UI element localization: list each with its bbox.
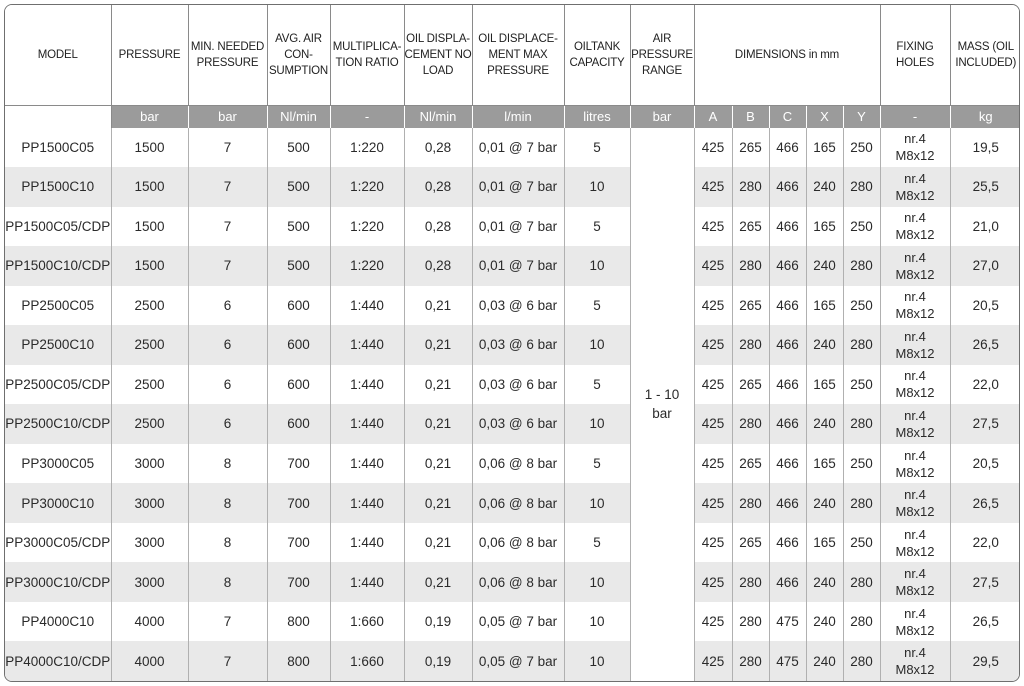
- cell-ratio: 1:440: [330, 404, 404, 444]
- header-row: [5, 5, 1020, 105]
- cell-pressure: 1500: [111, 246, 188, 286]
- cell-dim-c: 466: [769, 128, 806, 168]
- cell-ratio: 1:660: [330, 602, 404, 642]
- cell-oiltank: 5: [564, 523, 630, 563]
- cell-dim-a: 425: [694, 207, 732, 247]
- cell-oil-max: 0,03 @ 6 bar: [472, 286, 564, 326]
- cell-ratio: 1:440: [330, 483, 404, 523]
- cell-avg-air: 500: [267, 128, 330, 168]
- cell-min-needed: 7: [188, 641, 267, 681]
- cell-air-pressure-range: [630, 128, 694, 682]
- cell-mass: 25,5: [950, 167, 1020, 207]
- cell-avg-air: 600: [267, 325, 330, 365]
- unit-mass: kg: [950, 105, 1020, 128]
- cell-dim-y: 250: [843, 128, 880, 168]
- cell-fixing-holes: [880, 641, 950, 681]
- fixing-count: nr.4: [904, 526, 926, 542]
- cell-min-needed: 8: [188, 483, 267, 523]
- cell-oil-no-load: 0,21: [404, 562, 472, 602]
- cell-oiltank: 10: [564, 483, 630, 523]
- cell-fixing-holes: [880, 365, 950, 405]
- cell-model: PP4000C10/CDP: [5, 641, 111, 681]
- cell-mass: 27,0: [950, 246, 1020, 286]
- cell-mass: 22,0: [950, 523, 1020, 563]
- cell-dim-c: 466: [769, 286, 806, 326]
- cell-dim-c: 475: [769, 641, 806, 681]
- cell-min-needed: 6: [188, 286, 267, 326]
- cell-min-needed: 7: [188, 128, 267, 168]
- cell-min-needed: 7: [188, 602, 267, 642]
- fixing-count: nr.4: [904, 289, 926, 305]
- fixing-count: nr.4: [904, 328, 926, 344]
- cell-dim-a: 425: [694, 641, 732, 681]
- cell-avg-air: 700: [267, 444, 330, 484]
- cell-ratio: 1:440: [330, 444, 404, 484]
- cell-model: PP1500C05: [5, 128, 111, 168]
- cell-pressure: 4000: [111, 641, 188, 681]
- cell-oiltank: 10: [564, 325, 630, 365]
- col-header-fixing-holes: FIXING HOLES: [880, 5, 950, 105]
- fixing-count: nr.4: [904, 645, 926, 661]
- table-row: [5, 404, 1020, 444]
- cell-ratio: 1:440: [330, 523, 404, 563]
- cell-avg-air: 500: [267, 167, 330, 207]
- cell-dim-b: 280: [732, 483, 769, 523]
- cell-oiltank: 5: [564, 128, 630, 168]
- cell-ratio: 1:220: [330, 128, 404, 168]
- cell-pressure: 2500: [111, 365, 188, 405]
- cell-oil-no-load: 0,28: [404, 128, 472, 168]
- cell-min-needed: 6: [188, 365, 267, 405]
- cell-oil-no-load: 0,28: [404, 207, 472, 247]
- cell-min-needed: 7: [188, 246, 267, 286]
- cell-dim-b: 265: [732, 128, 769, 168]
- cell-dim-c: 466: [769, 167, 806, 207]
- fixing-size: M8x12: [895, 424, 935, 440]
- cell-mass: 20,5: [950, 444, 1020, 484]
- table-row: [5, 523, 1020, 563]
- fixing-count: nr.4: [904, 170, 926, 186]
- cell-oil-no-load: 0,21: [404, 325, 472, 365]
- fixing-size: M8x12: [895, 148, 935, 164]
- cell-dim-x: 165: [806, 365, 843, 405]
- cell-avg-air: 600: [267, 286, 330, 326]
- cell-mass: 21,0: [950, 207, 1020, 247]
- cell-model: PP1500C05/CDP: [5, 207, 111, 247]
- col-header-dimensions: DIMENSIONS in mm: [694, 5, 880, 105]
- cell-dim-x: 240: [806, 641, 843, 681]
- cell-mass: 29,5: [950, 641, 1020, 681]
- cell-dim-x: 240: [806, 562, 843, 602]
- cell-oiltank: 10: [564, 602, 630, 642]
- unit-dim-a: A: [694, 105, 732, 128]
- unit-row: [5, 105, 1020, 128]
- cell-ratio: 1:660: [330, 641, 404, 681]
- table-row: [5, 444, 1020, 484]
- cell-min-needed: 6: [188, 404, 267, 444]
- cell-avg-air: 600: [267, 365, 330, 405]
- cell-fixing-holes: [880, 562, 950, 602]
- cell-dim-x: 165: [806, 444, 843, 484]
- fixing-size: M8x12: [895, 662, 935, 678]
- cell-mass: 19,5: [950, 128, 1020, 168]
- fixing-size: M8x12: [895, 385, 935, 401]
- table-row: [5, 128, 1020, 168]
- cell-avg-air: 500: [267, 207, 330, 247]
- unit-oil-no-load: Nl/min: [404, 105, 472, 128]
- cell-oiltank: 10: [564, 404, 630, 444]
- table-row: [5, 641, 1020, 681]
- spec-table-frame: [4, 4, 1020, 682]
- col-header-model: MODEL: [5, 5, 111, 105]
- cell-min-needed: 7: [188, 207, 267, 247]
- cell-oiltank: 10: [564, 167, 630, 207]
- cell-mass: 26,5: [950, 602, 1020, 642]
- cell-dim-a: 425: [694, 246, 732, 286]
- cell-dim-b: 265: [732, 286, 769, 326]
- cell-dim-y: 280: [843, 167, 880, 207]
- cell-dim-y: 250: [843, 444, 880, 484]
- cell-fixing-holes: [880, 483, 950, 523]
- col-header-oil-displacement-max: OIL DISPLACE- MENT MAX PRESSURE: [472, 5, 564, 105]
- col-header-pressure: PRESSURE: [111, 5, 188, 105]
- cell-oil-no-load: 0,21: [404, 444, 472, 484]
- col-header-mass: MASS (OIL INCLUDED): [950, 5, 1020, 105]
- cell-dim-b: 265: [732, 365, 769, 405]
- cell-mass: 26,5: [950, 325, 1020, 365]
- cell-model: PP3000C10/CDP: [5, 562, 111, 602]
- table-row: [5, 325, 1020, 365]
- cell-dim-c: 466: [769, 483, 806, 523]
- unit-oiltank: litres: [564, 105, 630, 128]
- cell-oil-no-load: 0,21: [404, 286, 472, 326]
- cell-min-needed: 8: [188, 444, 267, 484]
- cell-pressure: 2500: [111, 404, 188, 444]
- cell-mass: 27,5: [950, 562, 1020, 602]
- cell-oil-no-load: 0,19: [404, 641, 472, 681]
- cell-pressure: 2500: [111, 286, 188, 326]
- cell-dim-x: 240: [806, 404, 843, 444]
- cell-dim-x: 240: [806, 246, 843, 286]
- cell-dim-y: 250: [843, 207, 880, 247]
- cell-oiltank: 10: [564, 562, 630, 602]
- col-header-air-pressure-range: AIR PRESSURE RANGE: [630, 5, 694, 105]
- fixing-size: M8x12: [895, 622, 935, 638]
- cell-ratio: 1:440: [330, 365, 404, 405]
- unit-oil-max: l/min: [472, 105, 564, 128]
- unit-model: [5, 105, 111, 128]
- fixing-size: M8x12: [895, 543, 935, 559]
- cell-oil-max: 0,01 @ 7 bar: [472, 246, 564, 286]
- cell-pressure: 2500: [111, 325, 188, 365]
- col-header-oiltank-capacity: OILTANK CAPACITY: [564, 5, 630, 105]
- cell-dim-a: 425: [694, 444, 732, 484]
- cell-dim-c: 466: [769, 404, 806, 444]
- cell-oil-max: 0,01 @ 7 bar: [472, 167, 564, 207]
- cell-pressure: 1500: [111, 128, 188, 168]
- cell-fixing-holes: [880, 128, 950, 168]
- cell-dim-c: 466: [769, 523, 806, 563]
- cell-oil-max: 0,05 @ 7 bar: [472, 602, 564, 642]
- unit-avg-air: Nl/min: [267, 105, 330, 128]
- cell-model: PP2500C10: [5, 325, 111, 365]
- air-range-value: 1 - 10: [644, 387, 680, 403]
- fixing-count: nr.4: [904, 249, 926, 265]
- cell-pressure: 1500: [111, 207, 188, 247]
- cell-avg-air: 500: [267, 246, 330, 286]
- cell-dim-b: 280: [732, 641, 769, 681]
- cell-oil-no-load: 0,28: [404, 246, 472, 286]
- unit-dim-c: C: [769, 105, 806, 128]
- cell-dim-a: 425: [694, 523, 732, 563]
- cell-dim-b: 280: [732, 325, 769, 365]
- col-header-oil-displacement-no-load: OIL DISPLA- CEMENT NO LOAD: [404, 5, 472, 105]
- cell-oiltank: 5: [564, 207, 630, 247]
- table-row: [5, 246, 1020, 286]
- cell-fixing-holes: [880, 286, 950, 326]
- cell-oil-max: 0,06 @ 8 bar: [472, 483, 564, 523]
- cell-dim-y: 280: [843, 404, 880, 444]
- col-header-multiplication-ratio: MULTIPLICA- TION RATIO: [330, 5, 404, 105]
- cell-dim-x: 240: [806, 483, 843, 523]
- cell-dim-b: 265: [732, 444, 769, 484]
- cell-dim-c: 466: [769, 207, 806, 247]
- cell-fixing-holes: [880, 602, 950, 642]
- cell-mass: 20,5: [950, 286, 1020, 326]
- cell-dim-b: 280: [732, 167, 769, 207]
- cell-dim-y: 250: [843, 365, 880, 405]
- pump-spec-table: [5, 5, 1020, 681]
- fixing-size: M8x12: [895, 583, 935, 599]
- cell-dim-c: 466: [769, 365, 806, 405]
- fixing-count: nr.4: [904, 605, 926, 621]
- cell-dim-a: 425: [694, 325, 732, 365]
- cell-dim-y: 280: [843, 483, 880, 523]
- fixing-count: nr.4: [904, 368, 926, 384]
- unit-multiplication: -: [330, 105, 404, 128]
- unit-pressure: bar: [111, 105, 188, 128]
- cell-ratio: 1:440: [330, 562, 404, 602]
- cell-dim-y: 280: [843, 325, 880, 365]
- cell-dim-c: 466: [769, 562, 806, 602]
- cell-pressure: 4000: [111, 602, 188, 642]
- cell-model: PP3000C05/CDP: [5, 523, 111, 563]
- cell-avg-air: 800: [267, 602, 330, 642]
- cell-min-needed: 6: [188, 325, 267, 365]
- cell-oiltank: 10: [564, 246, 630, 286]
- cell-dim-a: 425: [694, 167, 732, 207]
- cell-avg-air: 800: [267, 641, 330, 681]
- cell-model: PP1500C10: [5, 167, 111, 207]
- cell-pressure: 3000: [111, 444, 188, 484]
- fixing-size: M8x12: [895, 187, 935, 203]
- cell-dim-y: 280: [843, 641, 880, 681]
- table-row: [5, 207, 1020, 247]
- cell-avg-air: 600: [267, 404, 330, 444]
- table-row: [5, 286, 1020, 326]
- cell-oiltank: 5: [564, 365, 630, 405]
- cell-dim-y: 280: [843, 562, 880, 602]
- cell-dim-b: 280: [732, 602, 769, 642]
- cell-dim-x: 240: [806, 167, 843, 207]
- cell-model: PP1500C10/CDP: [5, 246, 111, 286]
- unit-min-needed: bar: [188, 105, 267, 128]
- cell-fixing-holes: [880, 167, 950, 207]
- cell-oil-max: 0,01 @ 7 bar: [472, 128, 564, 168]
- cell-fixing-holes: [880, 207, 950, 247]
- cell-dim-x: 240: [806, 602, 843, 642]
- cell-oiltank: 5: [564, 444, 630, 484]
- cell-dim-b: 280: [732, 562, 769, 602]
- cell-oil-max: 0,06 @ 8 bar: [472, 444, 564, 484]
- cell-pressure: 1500: [111, 167, 188, 207]
- cell-dim-a: 425: [694, 286, 732, 326]
- fixing-size: M8x12: [895, 345, 935, 361]
- cell-model: PP2500C05/CDP: [5, 365, 111, 405]
- cell-oil-max: 0,06 @ 8 bar: [472, 523, 564, 563]
- cell-dim-b: 280: [732, 246, 769, 286]
- table-body: [5, 128, 1020, 682]
- cell-dim-a: 425: [694, 365, 732, 405]
- cell-mass: 26,5: [950, 483, 1020, 523]
- unit-dim-y: Y: [843, 105, 880, 128]
- cell-model: PP2500C10/CDP: [5, 404, 111, 444]
- fixing-size: M8x12: [895, 306, 935, 322]
- air-range-unit: bar: [652, 406, 672, 422]
- cell-dim-b: 265: [732, 207, 769, 247]
- cell-avg-air: 700: [267, 483, 330, 523]
- cell-dim-x: 165: [806, 286, 843, 326]
- cell-fixing-holes: [880, 246, 950, 286]
- cell-ratio: 1:220: [330, 246, 404, 286]
- fixing-count: nr.4: [904, 566, 926, 582]
- cell-dim-x: 240: [806, 325, 843, 365]
- cell-ratio: 1:440: [330, 286, 404, 326]
- cell-dim-y: 250: [843, 523, 880, 563]
- cell-model: PP2500C05: [5, 286, 111, 326]
- cell-mass: 27,5: [950, 404, 1020, 444]
- cell-dim-y: 280: [843, 246, 880, 286]
- cell-oil-max: 0,06 @ 8 bar: [472, 562, 564, 602]
- cell-oil-max: 0,05 @ 7 bar: [472, 641, 564, 681]
- cell-avg-air: 700: [267, 562, 330, 602]
- cell-dim-x: 165: [806, 207, 843, 247]
- cell-fixing-holes: [880, 523, 950, 563]
- cell-dim-c: 466: [769, 444, 806, 484]
- cell-oil-no-load: 0,21: [404, 365, 472, 405]
- fixing-count: nr.4: [904, 131, 926, 147]
- cell-dim-b: 265: [732, 523, 769, 563]
- cell-avg-air: 700: [267, 523, 330, 563]
- cell-min-needed: 7: [188, 167, 267, 207]
- cell-ratio: 1:220: [330, 207, 404, 247]
- cell-oil-max: 0,03 @ 6 bar: [472, 404, 564, 444]
- cell-min-needed: 8: [188, 562, 267, 602]
- fixing-count: nr.4: [904, 487, 926, 503]
- fixing-size: M8x12: [895, 464, 935, 480]
- cell-fixing-holes: [880, 325, 950, 365]
- cell-model: PP3000C05: [5, 444, 111, 484]
- cell-oil-no-load: 0,21: [404, 404, 472, 444]
- cell-oil-no-load: 0,21: [404, 483, 472, 523]
- cell-oil-max: 0,01 @ 7 bar: [472, 207, 564, 247]
- cell-dim-c: 466: [769, 246, 806, 286]
- fixing-count: nr.4: [904, 210, 926, 226]
- cell-fixing-holes: [880, 444, 950, 484]
- table-row: [5, 602, 1020, 642]
- fixing-size: M8x12: [895, 266, 935, 282]
- table-row: [5, 365, 1020, 405]
- cell-dim-y: 250: [843, 286, 880, 326]
- cell-model: PP4000C10: [5, 602, 111, 642]
- cell-pressure: 3000: [111, 523, 188, 563]
- cell-oil-no-load: 0,28: [404, 167, 472, 207]
- fixing-size: M8x12: [895, 227, 935, 243]
- unit-fixing: -: [880, 105, 950, 128]
- cell-ratio: 1:440: [330, 325, 404, 365]
- cell-dim-a: 425: [694, 128, 732, 168]
- unit-dim-x: X: [806, 105, 843, 128]
- cell-ratio: 1:220: [330, 167, 404, 207]
- table-row: [5, 167, 1020, 207]
- fixing-count: nr.4: [904, 407, 926, 423]
- cell-dim-c: 475: [769, 602, 806, 642]
- cell-fixing-holes: [880, 404, 950, 444]
- cell-dim-y: 280: [843, 602, 880, 642]
- cell-oil-max: 0,03 @ 6 bar: [472, 365, 564, 405]
- cell-oil-no-load: 0,19: [404, 602, 472, 642]
- cell-dim-a: 425: [694, 404, 732, 444]
- cell-oil-no-load: 0,21: [404, 523, 472, 563]
- cell-dim-x: 165: [806, 128, 843, 168]
- table-row: [5, 483, 1020, 523]
- cell-dim-a: 425: [694, 483, 732, 523]
- table-row: [5, 562, 1020, 602]
- cell-pressure: 3000: [111, 483, 188, 523]
- unit-air-range: bar: [630, 105, 694, 128]
- cell-mass: 22,0: [950, 365, 1020, 405]
- col-header-avg-air-consumption: AVG. AIR CON- SUMPTION: [267, 5, 330, 105]
- cell-dim-c: 466: [769, 325, 806, 365]
- fixing-size: M8x12: [895, 504, 935, 520]
- cell-model: PP3000C10: [5, 483, 111, 523]
- cell-dim-a: 425: [694, 602, 732, 642]
- cell-dim-b: 280: [732, 404, 769, 444]
- cell-dim-a: 425: [694, 562, 732, 602]
- cell-oiltank: 5: [564, 286, 630, 326]
- cell-min-needed: 8: [188, 523, 267, 563]
- cell-oiltank: 10: [564, 641, 630, 681]
- cell-oil-max: 0,03 @ 6 bar: [472, 325, 564, 365]
- cell-dim-x: 165: [806, 523, 843, 563]
- unit-dim-b: B: [732, 105, 769, 128]
- col-header-min-needed-pressure: MIN. NEEDED PRESSURE: [188, 5, 267, 105]
- fixing-count: nr.4: [904, 447, 926, 463]
- cell-pressure: 3000: [111, 562, 188, 602]
